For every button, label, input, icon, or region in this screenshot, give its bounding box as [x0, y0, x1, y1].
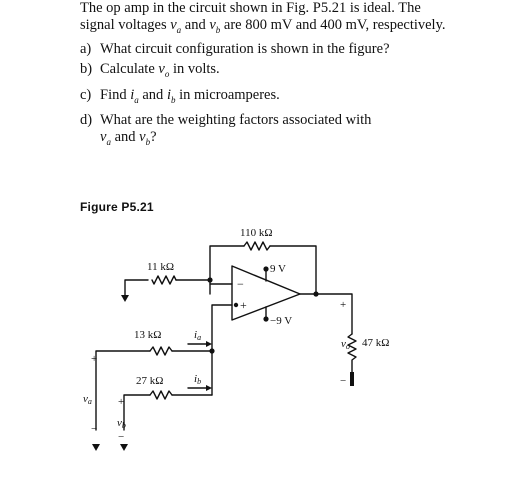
ia-arrowhead — [206, 341, 212, 347]
resistor-11k-label: 11 kΩ — [147, 261, 175, 273]
va-terminal-arrow — [92, 444, 100, 451]
feedback-resistor-label: 110 kΩ — [240, 227, 273, 239]
ia-label: ia — [194, 329, 202, 342]
ib-arrowhead — [206, 385, 212, 391]
resistor-11k — [152, 276, 176, 284]
feedback-resistor — [244, 242, 270, 250]
vb-terminal-arrow — [120, 444, 128, 451]
node-inverting — [207, 277, 212, 282]
question-text: What circuit configuration is shown in the figure? — [100, 40, 390, 57]
ground-lead-11k — [125, 280, 148, 296]
noninverting-input-dot — [234, 303, 238, 307]
ib-label: ib — [194, 373, 202, 386]
resistor-13k — [150, 347, 172, 355]
resistor-27k — [150, 391, 172, 399]
vb-minus: − — [118, 431, 125, 443]
vneg-terminal — [263, 316, 268, 321]
vneg-supply-label: −9 V — [270, 315, 293, 327]
question-text: What are the weighting factors associated with $v_a$ and $v_b$? — [100, 112, 372, 147]
vo-label: vo — [341, 338, 350, 351]
opamp-minus-sign: − — [237, 277, 244, 291]
load-resistor — [348, 334, 356, 372]
vo-plus: + — [340, 299, 347, 311]
resistor-27k-label: 27 kΩ — [136, 375, 164, 387]
question-text: Calculate $v_o$ in volts. — [100, 61, 220, 80]
problem-intro: The op amp in the circuit shown in Fig. P5.21 is ideal. The signal voltages $v_a$ and $v_b$ are 800 mV and 400 mV, respectively. — [80, 0, 446, 35]
question-label: b) — [80, 61, 93, 78]
vo-minus: − — [340, 375, 347, 387]
noninverting-input-wire — [212, 305, 232, 395]
question-label: a) — [80, 40, 92, 57]
question-label: d) — [80, 112, 93, 129]
question-text: Find $i_a$ and $i_b$ in microamperes. — [100, 86, 280, 105]
node-output — [313, 291, 318, 296]
va-label: va — [83, 393, 92, 406]
vb-plus: + — [118, 396, 125, 408]
resistor-13k-label: 13 kΩ — [134, 329, 162, 341]
figure-label: Figure P5.21 — [80, 200, 154, 214]
vb-label: vb — [117, 417, 126, 430]
wire-vb — [124, 395, 150, 430]
va-minus: − — [91, 423, 98, 435]
node-noninverting — [209, 348, 214, 353]
load-ground-stub — [350, 372, 354, 386]
opamp-plus-sign: + — [240, 298, 247, 312]
ground-arrow-11k — [121, 295, 129, 302]
wire-va — [96, 351, 150, 430]
vpos-terminal — [263, 266, 268, 271]
vpos-supply-label: 9 V — [270, 263, 286, 275]
question-label: c) — [80, 86, 92, 103]
va-plus: + — [91, 353, 98, 365]
load-resistor-label: 47 kΩ — [362, 337, 390, 349]
